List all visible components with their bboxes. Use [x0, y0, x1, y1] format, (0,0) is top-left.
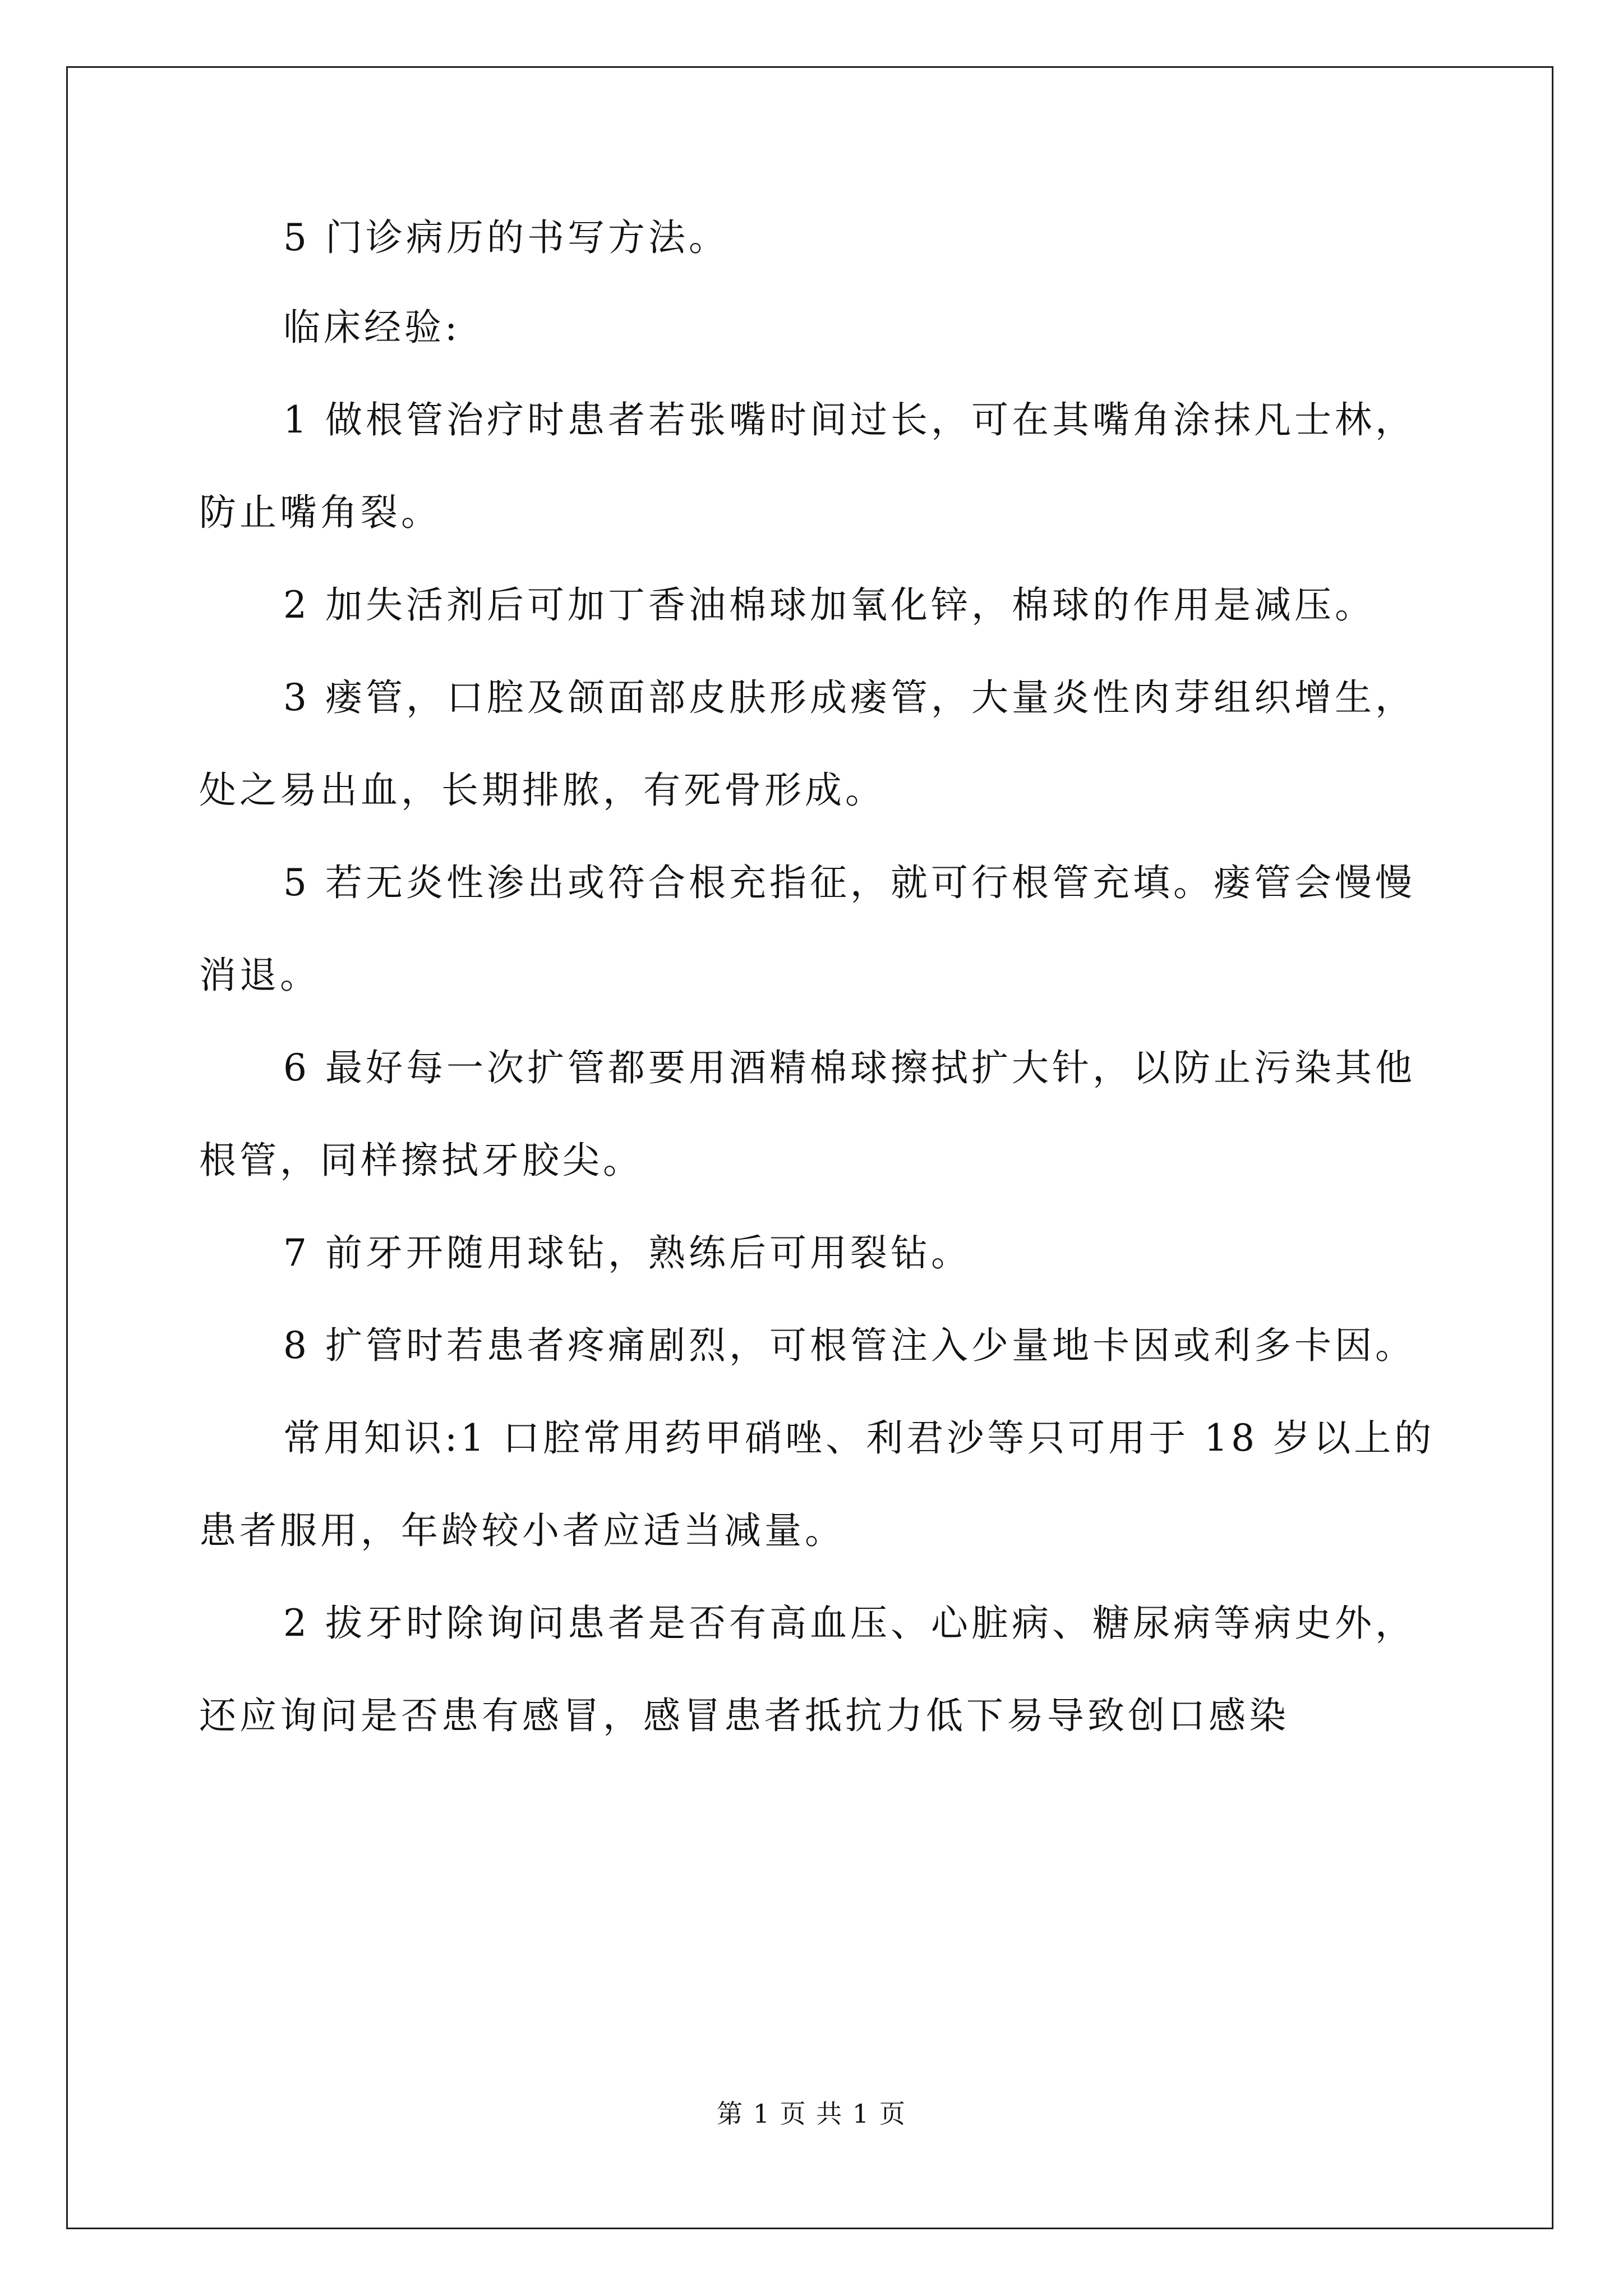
- paragraph-line: 5 门诊病历的书写方法。: [283, 216, 729, 259]
- paragraph-line: 6 最好每一次扩管都要用酒精棉球擦拭扩大针，以防止污染其他: [283, 1046, 1415, 1089]
- paragraph-line: 3 瘘管，口腔及颌面部皮肤形成瘘管，大量炎性肉芽组织增生，: [283, 676, 1415, 719]
- paragraph-line: 7 前牙开随用球钻，熟练后可用裂钻。: [283, 1231, 971, 1274]
- paragraph-line: 8 扩管时若患者疼痛剧烈，可根管注入少量地卡因或利多卡因。: [283, 1324, 1415, 1367]
- paragraph-line: 还应询问是否患有感冒，感冒患者抵抗力低下易导致创口感染: [199, 1694, 1289, 1737]
- paragraph-line: 防止嘴角裂。: [199, 491, 441, 534]
- paragraph-line: 根管，同样擦拭牙胶尖。: [199, 1139, 643, 1182]
- page-number-footer: 第 1 页 共 1 页: [717, 2099, 906, 2129]
- paragraph-line: 处之易出血，长期排脓，有死骨形成。: [199, 769, 886, 812]
- paragraph-line: 消退。: [199, 954, 320, 997]
- paragraph-line: 2 拔牙时除询问患者是否有高血压、心脏病、糖尿病等病史外，: [283, 1602, 1415, 1645]
- paragraph-line: 患者服用，年龄较小者应适当减量。: [199, 1509, 845, 1552]
- paragraph-line: 2 加失活剂后可加丁香油棉球加氧化锌，棉球的作用是减压。: [283, 583, 1375, 627]
- paragraph-line: 5 若无炎性渗出或符合根充指征，就可行根管充填。瘘管会慢慢: [283, 861, 1415, 904]
- paragraph-line: 常用知识:1 口腔常用药甲硝唑、利君沙等只可用于 18 岁以上的: [283, 1416, 1435, 1460]
- paragraph-line: 临床经验:: [283, 306, 461, 349]
- paragraph-line: 1 做根管治疗时患者若张嘴时间过长，可在其嘴角涂抹凡士林，: [283, 398, 1415, 441]
